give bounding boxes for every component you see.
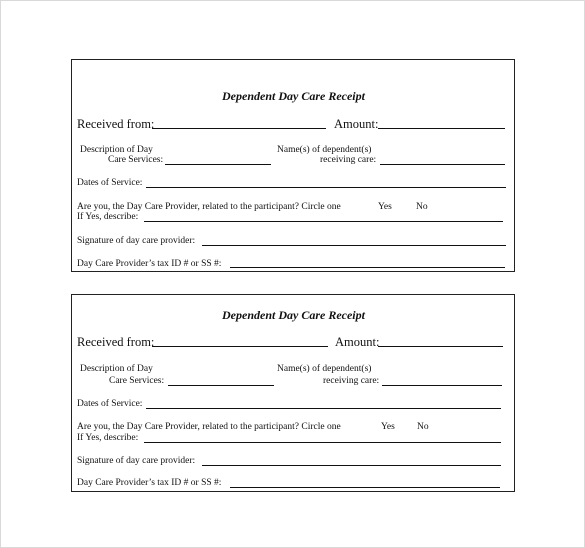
description-label-line1: Description of Day [80, 364, 153, 374]
yes-option[interactable]: Yes [381, 422, 395, 432]
receipt-title: Dependent Day Care Receipt [222, 308, 365, 322]
dependents-field[interactable] [382, 385, 502, 386]
if-yes-field[interactable] [144, 442, 501, 443]
signature-label: Signature of day care provider: [77, 456, 196, 466]
if-yes-field[interactable] [144, 221, 503, 222]
tax-id-field[interactable] [230, 267, 505, 268]
signature-label: Signature of day care provider: [77, 236, 196, 246]
description-label-line2: Care Services: [109, 376, 165, 386]
dependents-label-line1: Name(s) of dependent(s) [277, 145, 372, 155]
related-question: Are you, the Day Care Provider, related to the participant? Circle one [77, 202, 341, 212]
receipt-form-2 [71, 294, 515, 492]
received-from-field[interactable] [152, 346, 328, 347]
amount-label: Amount: [334, 117, 379, 131]
description-label-line2: Care Services: [108, 155, 164, 165]
no-option[interactable]: No [416, 202, 428, 212]
dependents-label-line1: Name(s) of dependent(s) [277, 364, 372, 374]
dependents-field[interactable] [380, 164, 505, 165]
yes-option[interactable]: Yes [378, 202, 392, 212]
no-option[interactable]: No [417, 422, 429, 432]
if-yes-label: If Yes, describe: [77, 433, 139, 443]
received-from-label: Received from: [77, 335, 155, 349]
dependents-label-line2: receiving care: [323, 376, 380, 386]
tax-id-label: Day Care Provider’s tax ID # or SS #: [77, 259, 222, 269]
amount-field[interactable] [378, 346, 503, 347]
signature-field[interactable] [202, 245, 506, 246]
dates-of-service-field[interactable] [146, 408, 501, 409]
care-services-field[interactable] [165, 164, 271, 165]
care-services-field[interactable] [168, 385, 274, 386]
signature-field[interactable] [202, 465, 501, 466]
dependents-label-line2: receiving care: [320, 155, 377, 165]
dates-of-service-label: Dates of Service: [77, 399, 143, 409]
amount-label: Amount: [335, 335, 380, 349]
tax-id-field[interactable] [230, 487, 500, 488]
description-label-line1: Description of Day [80, 145, 153, 155]
receipt-form-1 [71, 59, 515, 272]
received-from-label: Received from: [77, 117, 155, 131]
receipt-title: Dependent Day Care Receipt [222, 89, 365, 103]
received-from-field[interactable] [152, 128, 326, 129]
tax-id-label: Day Care Provider’s tax ID # or SS #: [77, 478, 222, 488]
dates-of-service-label: Dates of Service: [77, 178, 143, 188]
if-yes-label: If Yes, describe: [77, 212, 139, 222]
dates-of-service-field[interactable] [146, 187, 506, 188]
related-question: Are you, the Day Care Provider, related to the participant? Circle one [77, 422, 341, 432]
amount-field[interactable] [378, 128, 505, 129]
